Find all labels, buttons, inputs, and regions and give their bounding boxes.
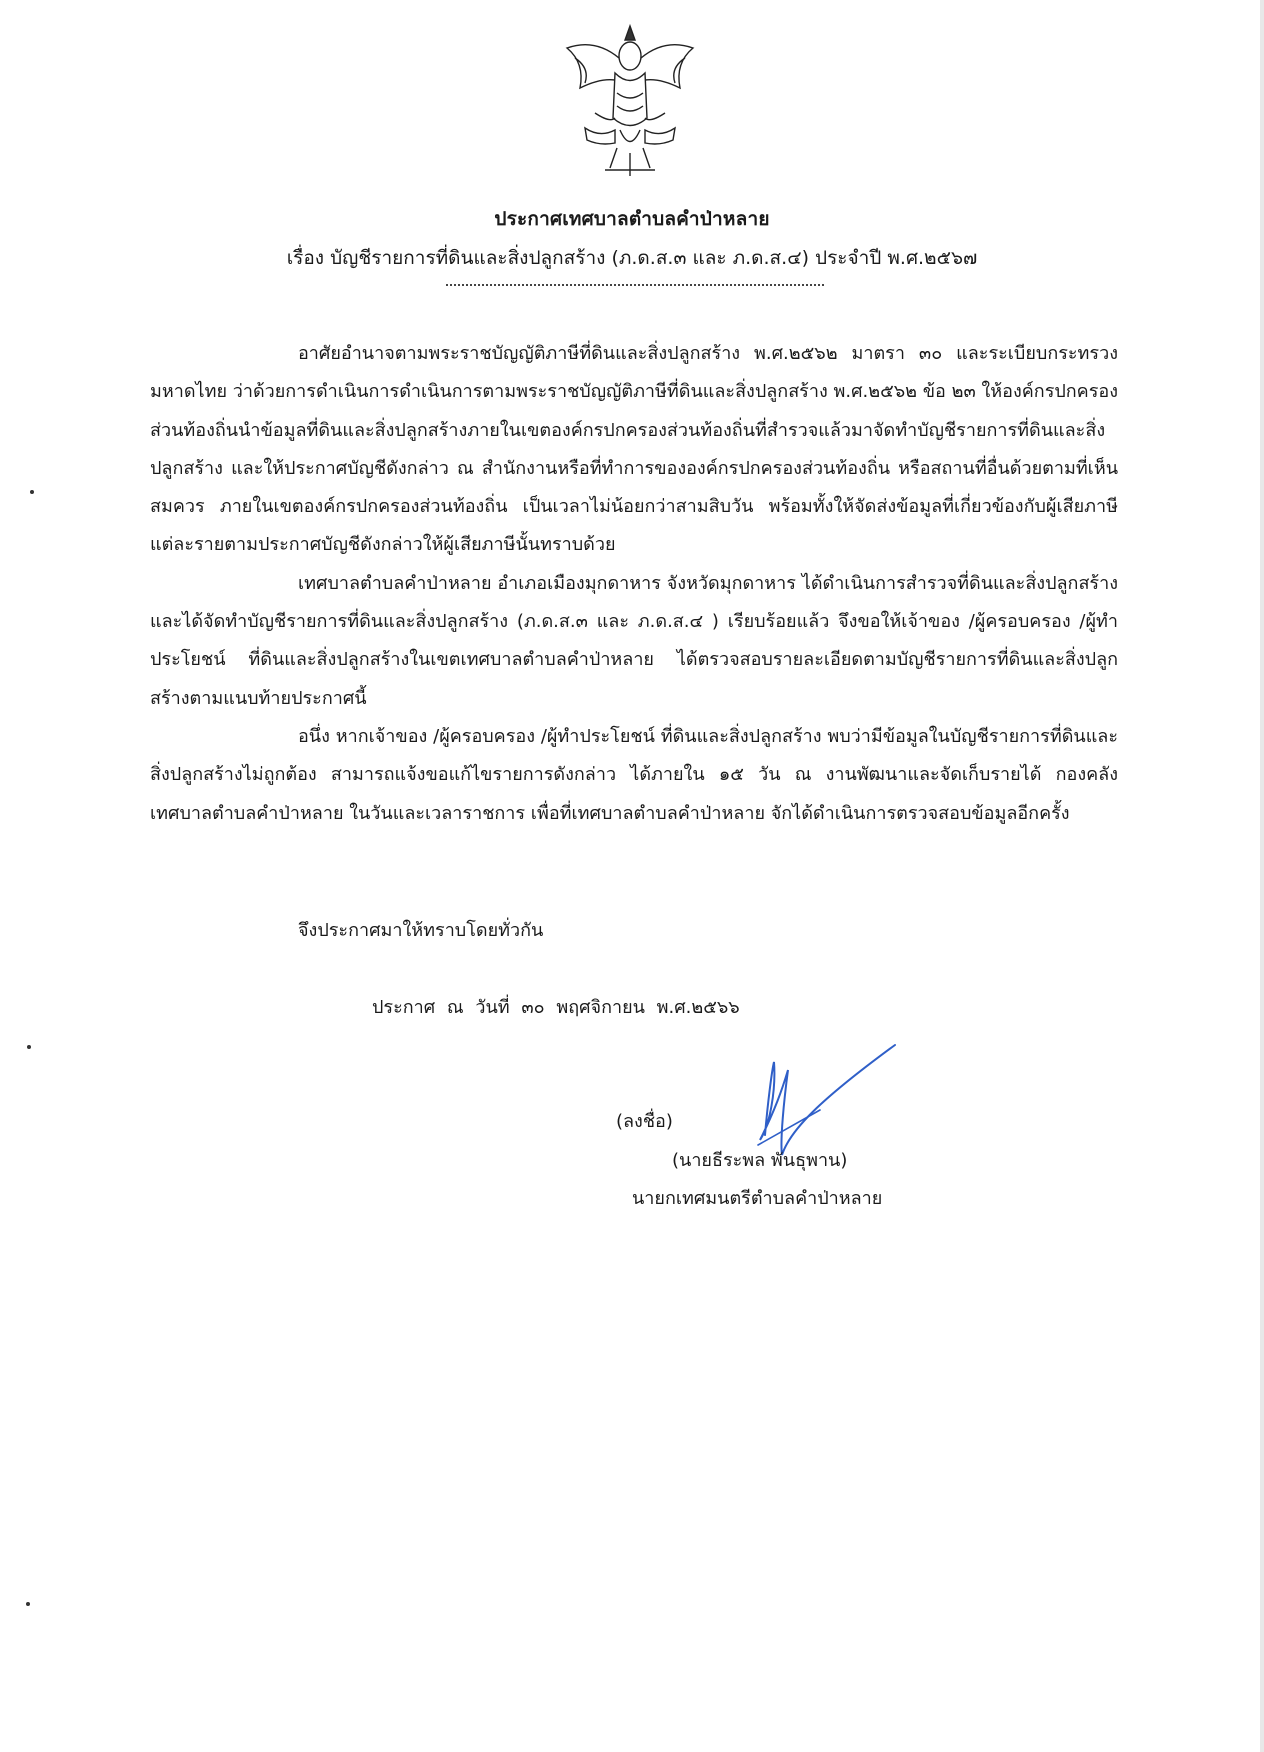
garuda-emblem-icon <box>555 18 705 183</box>
scan-speck <box>26 1602 30 1606</box>
announcement-body <box>150 335 1118 833</box>
announcement-subject: เรื่อง บัญชีรายการที่ดินและสิ่งปลูกสร้าง (ภ.ด.ส.๓ และ ภ.ด.ส.๔) ประจำปี พ.ศ.๒๕๖๗ <box>286 247 978 269</box>
scan-speck <box>30 490 34 494</box>
scan-speck <box>27 1045 31 1049</box>
signer-position: นายกเทศมนตรีตำบลคำป่าหลาย <box>632 1188 883 1209</box>
body-paragraph: อนึ่ง หากเจ้าของ /ผู้ครอบครอง /ผู้ทำประโยชน์ ที่ดินและสิ่งปลูกสร้าง พบว่ามีข้อมูลในบัญชีรายการที่ดินและสิ่งปลูกสร้างไม่ถูกต้อง สามารถแจ้งขอแก้ไขรายการดังกล่าว ได้ภายใน ๑๕ วัน ณ งานพัฒนาและจัดเก็บรายได้ กองคลัง เทศบาลตำบลคำป่าหลาย ในวันและเวลาราชการ เพื่อที่เทศบาลตำบลคำป่าหลาย จักได้ดำเนินการตรวจสอบข้อมูลอีกครั้ง <box>150 725 1118 824</box>
body-paragraph: อาศัยอำนาจตามพระราชบัญญัติภาษีที่ดินและสิ่งปลูกสร้าง พ.ศ.๒๕๖๒ มาตรา ๓๐ และระเบียบกระทรวงมหาดไทย ว่าด้วยการดำเนินการดำเนินการตามพระราชบัญญัติภาษีที่ดินและสิ่งปลูกสร้าง พ.ศ.๒๕๖๒ ข้อ ๒๓ ให้องค์กรปกครองส่วนท้องถิ่นนำข้อมูลที่ดินและสิ่งปลูกสร้างภายในเขตองค์กรปกครองส่วนท้องถิ่นที่สำรวจแล้วมาจัดทำบัญชีรายการที่ดินและสิ่งปลูกสร้าง และให้ประกาศบัญชีดังกล่าว ณ สำนักงานหรือที่ทำการขององค์กรปกครองส่วนท้องถิ่น หรือสถานที่อื่นด้วยตามที่เห็นสมควร ภายในเขตองค์กรปกครองส่วนท้องถิ่น เป็นเวลาไม่น้อยกว่าสามสิบวัน พร้อมทั้งให้จัดส่งข้อมูลที่เกี่ยวข้องกับผู้เสียภาษีแต่ละรายตามประกาศบัญชีดังกล่าวให้ผู้เสียภาษีนั้นทราบด้วย <box>150 343 1118 556</box>
body-paragraph: เทศบาลตำบลคำป่าหลาย อำเภอเมืองมุกดาหาร จังหวัดมุกดาหาร ได้ดำเนินการสำรวจที่ดินและสิ่งปลูกสร้างและได้จัดทำบัญชีรายการที่ดินและสิ่งปลูกสร้าง (ภ.ด.ส.๓ และ ภ.ด.ส.๔ ) เรียบร้อยแล้ว จึงขอให้เจ้าของ /ผู้ครอบครอง /ผู้ทำประโยชน์ ที่ดินและสิ่งปลูกสร้างในเขตเทศบาลตำบลคำป่าหลาย ได้ตรวจสอบรายละเอียดตามบัญชีรายการที่ดินและสิ่งปลูกสร้างตามแนบท้ายประกาศนี้ <box>150 572 1118 709</box>
signature-label: (ลงชื่อ) <box>616 1111 673 1132</box>
announcement-date: ประกาศ ณ วันที่ ๓๐ พฤศจิกายน พ.ศ.๒๕๖๖ <box>372 997 740 1018</box>
signer-name: (นายธีระพล พันธุพาน) <box>672 1150 848 1171</box>
closing-statement: จึงประกาศมาให้ทราบโดยทั่วกัน <box>298 920 544 941</box>
separator-dots <box>446 284 824 286</box>
announcement-title: ประกาศเทศบาลตำบลคำป่าหลาย <box>494 208 770 230</box>
scan-edge <box>1260 0 1264 1752</box>
